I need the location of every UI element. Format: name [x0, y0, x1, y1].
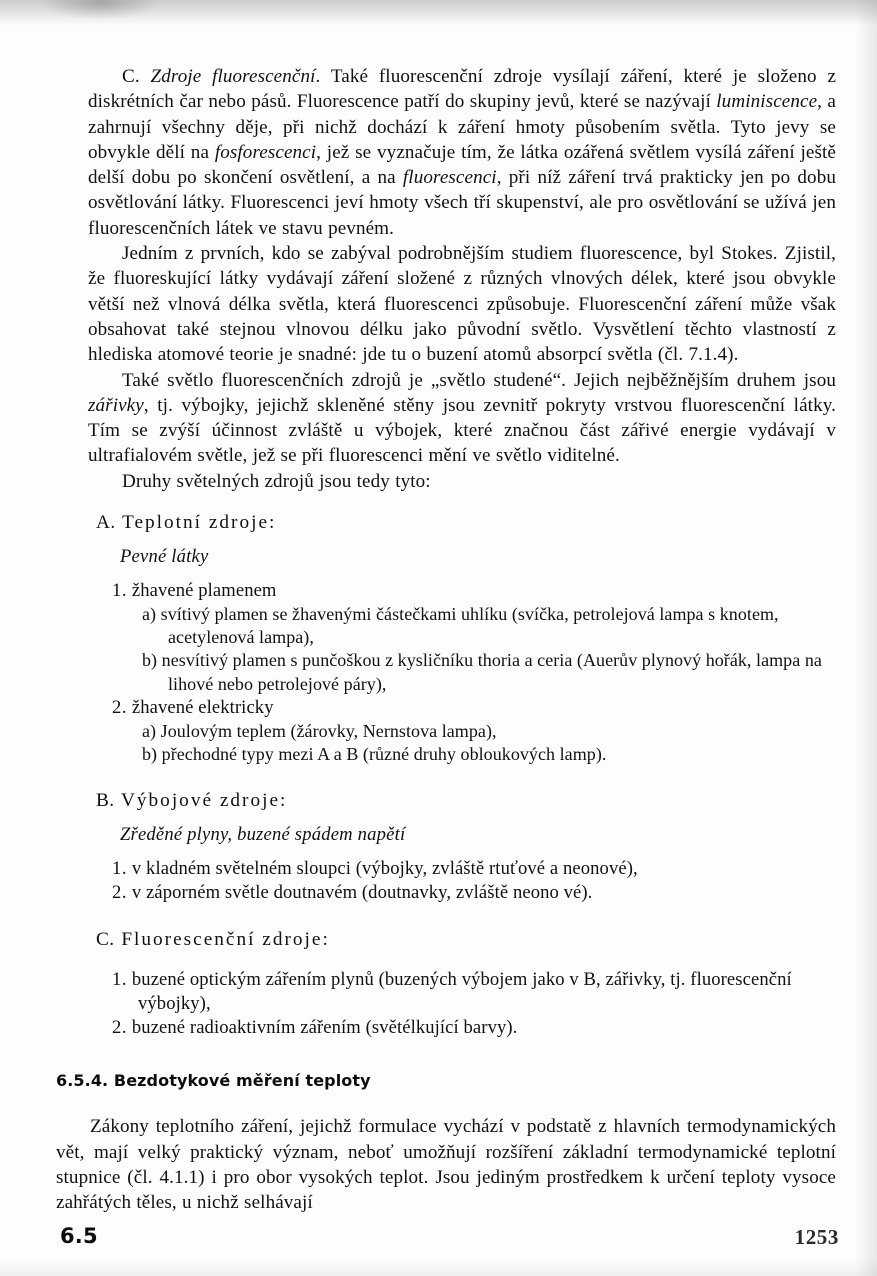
list-item-letter: a) [142, 720, 157, 741]
list-item-label: v kladném světelném sloupci (výbojky, zvláště rtuťové a neonové), [131, 858, 638, 880]
spacer [88, 1092, 836, 1114]
outline-group-a [88, 510, 836, 766]
spacer [88, 535, 836, 545]
list-item-label: Joulovým teplem (žárovky, Nernstova lampa), [160, 720, 497, 741]
group-a-letter: A. [96, 512, 116, 534]
spacer [88, 813, 836, 823]
group-c-letter: C. [96, 929, 115, 951]
term-luminiscence: luminiscence [716, 91, 818, 113]
spacer [88, 905, 836, 927]
list-item [112, 579, 836, 603]
paragraph-text-3a: Také světlo fluorescenčních zdrojů je „světlo studené“. Jejich nejběžnějším druhem jsou [122, 369, 836, 391]
group-b-letter: B. [96, 790, 115, 812]
list-item-number: 2. [112, 696, 128, 718]
list-item-label: buzené radioaktivním zářením (světélkující barvy). [131, 1017, 518, 1039]
list-item [142, 649, 836, 695]
term-fosforescenci: fosforescenci [214, 141, 317, 163]
paragraph-fluorescent-sources [88, 64, 836, 241]
group-b-title: Výbojové zdroje: [120, 790, 288, 812]
list-item-letter: b) [142, 650, 158, 671]
paragraph-cold-light [88, 368, 836, 469]
paragraph-text-1c: , jež se vyznačuje tím, že látka ozářená světlem vysílá záření ještě delší dobu po skončení osvětlení, a na [88, 141, 836, 189]
paragraph-text-1a: . Také fluorescenční zdroje vysílají záření, které je složeno z diskrétních čar nebo pásů. Fluorescence patří do skupiny jevů, které se nazývají [88, 66, 837, 113]
outline-group-c [88, 927, 836, 1040]
spacer [88, 766, 836, 788]
list-item [112, 857, 836, 881]
group-b-heading [96, 788, 836, 813]
group-b-subtitle: Zředěné plyny, buzené spádem napětí [120, 824, 406, 846]
group-c-title: Fluorescenční zdroje: [121, 929, 330, 951]
footer-page-number: 1253 [794, 1225, 839, 1249]
scan-shadow-bottom [0, 1258, 877, 1276]
group-a-title: Teplotní zdroje: [122, 512, 277, 534]
list-item [112, 1016, 836, 1040]
list-item-number: 1. [112, 858, 128, 880]
paragraph-text-3b: , tj. výbojky, jejichž skleněné stěny jsou zevnitř pokryty vrstvou fluorescenční látky. Tím se zvýší účinnost zvláště u výbojek, které značnou část zářivé energie vydávají v ultrafialovém světle, jež se při fluorescenci mění ve světlo viditelné. [88, 394, 836, 467]
page-content [56, 64, 837, 1215]
list-item-label: přechodné typy mezi A a B (různé druhy obloukových lamp). [161, 744, 607, 765]
paragraph-radiation-laws: Zákony teplotního záření, jejichž formulace vychází v podstatě z hlavních termodynamických vět, mají velký praktický význam, neboť umožňují rozšíření základní termodynamické teplotní stupnice (čl. 4.1.1) i pro obor vysokých teplot. Jsou jediným prostředkem k určení teploty vysoce zahřátých těles, u nichž selhávají [56, 1116, 836, 1214]
list-item [112, 968, 836, 1016]
list-item-label: svítivý plamen se žhavenými částečkami uhlíku (svíčka, petrolejová lampa s knotem, acetylenová lampa), [160, 604, 779, 648]
list-item-number: 2. [112, 1017, 128, 1039]
section-heading-6-5-4: 6.5.4. Bezdotykové měření teploty [56, 1071, 371, 1091]
term-zdroje-fluorescencni: Zdroje fluorescenční [150, 66, 316, 87]
paragraph-text-1b: , a zahrnují všechny děje, při nichž dochází k záření hmoty působením světla. Tyto jevy se obvykle dělí na [88, 91, 836, 163]
list-item-letter: b) [142, 744, 158, 765]
group-a-heading [96, 510, 836, 535]
footer-chapter-number: 6.5 [60, 1224, 98, 1248]
scan-shadow-top [0, 0, 877, 26]
spacer [88, 847, 836, 857]
list-item-label: žhavené elektricky [131, 696, 274, 718]
paragraph-stokes: Jedním z prvních, kdo se zabýval podrobnějším studiem fluorescence, byl Stokes. Zjistil, že fluoreskující látky vydávají záření složené z různých vlnových délek, které jsou obvykle větší než vlnová délka světla, která fluorescenci způsobuje. Fluorescenční záření může však obsahovat také stejnou vlnovou délku jako původní světlo. Vysvětlení těchto vlastností z hlediska atomové teorie je snadné: jde tu o buzení atomů absorpcí světla (čl. 7.1.4). [88, 243, 836, 366]
scan-shadow-right [855, 0, 877, 1276]
list-item-number: 1. [112, 969, 128, 991]
paragraph-text-1d: , při níž záření trvá prakticky jen po dobu osvětlování látky. Fluorescenci jeví hmoty všech tří skupenství, ale pro osvětlování se užívá jen fluorescenčních látek ve stavu pevném. [88, 167, 836, 239]
term-zarivky: zářivky [88, 394, 144, 416]
outline-group-b [88, 788, 836, 905]
spacer [88, 569, 836, 579]
spacer [88, 952, 836, 968]
list-item-label: v záporném světle doutnavém (doutnavky, zvláště neono vé). [131, 882, 593, 904]
list-item-label: žhavené plamenem [131, 580, 277, 602]
scan-shadow-corner [40, 0, 160, 20]
list-item [142, 720, 836, 743]
list-item [112, 696, 836, 720]
list-item [142, 743, 836, 766]
list-item-letter: a) [142, 604, 157, 625]
list-item-number: 2. [112, 882, 128, 904]
spacer [88, 494, 836, 510]
term-fluorescenci: fluorescenci [402, 167, 497, 189]
list-item-number: 1. [112, 580, 128, 602]
paragraph-lead-letter: C. [122, 66, 140, 87]
spacer [88, 1040, 836, 1070]
list-item [112, 881, 836, 905]
list-item-label: buzené optickým zářením plynů (buzených výbojem jako v B, zářivky, tj. fluorescenční výbojky), [131, 969, 792, 1015]
group-c-heading [96, 927, 836, 952]
group-a-subtitle: Pevné látky [120, 546, 209, 568]
list-item [142, 603, 836, 649]
list-item-label: nesvítivý plamen s punčoškou z kysličníku thoria a ceria (Auerův plynový hořák, lampa na lihové nebo petrolejové páry), [161, 650, 822, 694]
paragraph-kinds-intro: Druhy světelných zdrojů jsou tedy tyto: [122, 470, 431, 492]
